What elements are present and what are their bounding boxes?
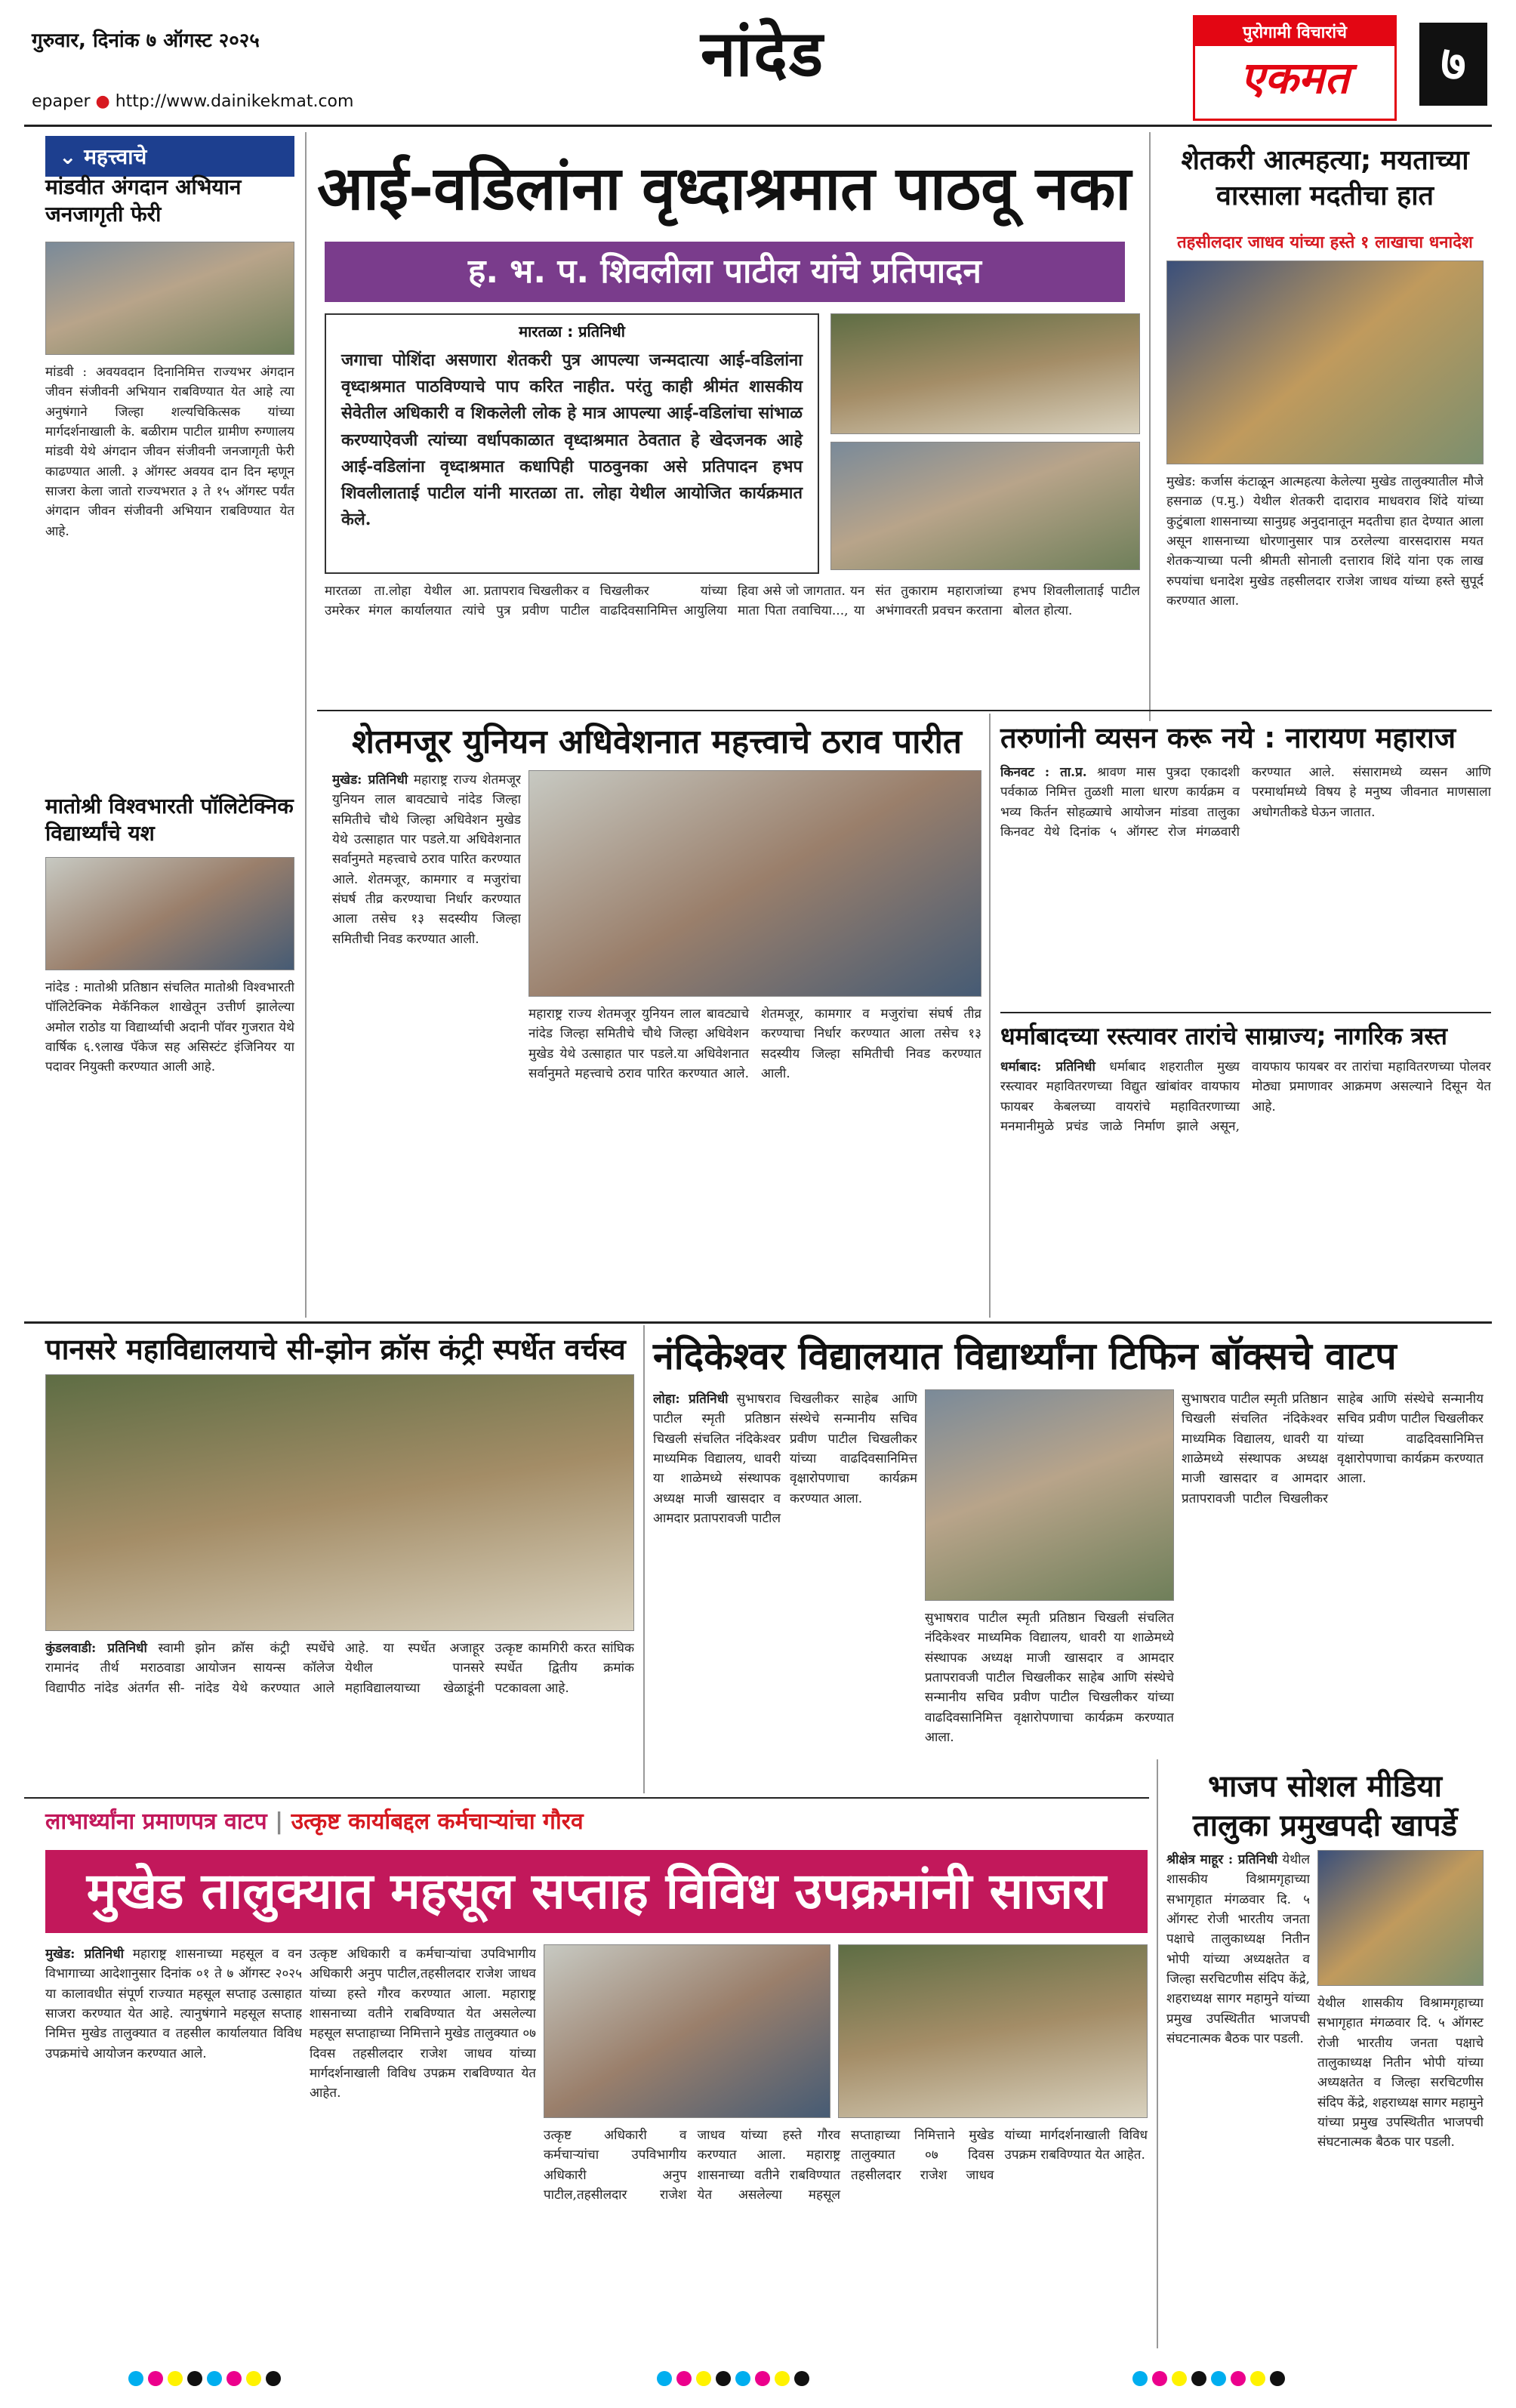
mid4-headline: पानसरे महाविद्यालयाचे सी-झोन क्रॉस कंट्री स्पर्धेत वर्चस्व — [45, 1333, 626, 1366]
bottom-text — [45, 1944, 302, 2337]
mid3-dateline: धर्माबाद: प्रतिनिधी — [1000, 1059, 1095, 1075]
mid5-text-cont: सुभाषराव पाटील स्मृती प्रतिष्ठान चिखली संचलित नंदिकेश्वर माध्यमिक विद्यालय, धावरी या शाळेमध्ये संस्थापक अध्यक्ष माजी खासदार व आमदार प्रतापरावजी पाटील चिखलीकर साहेब आणि संस्थेचे सन्मानीय सचिव प्रवीण पाटील चिखलीकर यांच्या वाढदिवसानिमित्त वृक्षारोपणाचा कार्यक्रम करण्यात आला. — [925, 1611, 1174, 1746]
epaper-url: http://www.dainikekmat.com — [115, 92, 354, 111]
mid5-text-right: सुभाषराव पाटील स्मृती प्रतिष्ठान चिखली संचलित नंदिकेश्वर माध्यमिक विद्यालय, धावरी या शाळेमध्ये संस्थापक अध्यक्ष माजी खासदार व आमदार प्रतापरावजी पाटील चिखलीकर साहेब आणि संस्थेचे सन्मानीय सचिव प्रवीण पाटील चिखलीकर यांच्या वाढदिवसानिमित्त वृक्षारोपणाचा कार्यक्रम करण्यात आला. — [1182, 1392, 1484, 1506]
strip-left: लाभार्थ्यांना प्रमाणपत्र वाटप — [45, 1808, 267, 1835]
bottom-dateline: मुखेड: प्रतिनिधी — [45, 1947, 125, 1962]
strip-right: उत्कृष्ट कार्याबद्दल कर्मचाऱ्यांचा गौरव — [291, 1808, 584, 1835]
mid6-dateline: श्रीक्षेत्र माहूर : प्रतिनिधी — [1166, 1852, 1278, 1867]
mid1-body: महाराष्ट्र राज्य शेतमजूर युनियन लाल बावट्याचे नांदेड जिल्हा समितीचे चौथे जिल्हा अधिवेशन मुखेड येथे उत्साहात पार पडले.या अधिवेशनात सर्वानुमते महत्त्वाचे ठराव पारित करण्यात आले. शेतमजूर, कामगार व मजुरांचा संघर्ष तीव्र करण्याचा निर्धार करण्यात आला तसेच १३ सदस्यीय जिल्हा समितीची निवड करण्यात आली. — [332, 772, 521, 947]
lead-subheadline: ह. भ. प. शिवलीला पाटील यांचे प्रतिपादन — [325, 242, 1125, 302]
important-box-label: महत्त्वाचे — [84, 144, 147, 169]
column-divider — [643, 1325, 645, 1793]
mid3-headline: धर्माबादच्या रस्त्यावर तारांचे साम्राज्य; नागरिक त्रस्त — [1000, 1022, 1448, 1050]
lead-dateline: मारतळा : प्रतिनिधी — [519, 322, 625, 341]
mid4-body: स्वामी रामानंद तीर्थ मराठवाडा विद्यापीठ नांदेड अंतर्गत सी-झोन क्रॉस कंट्री स्पर्धेचे आयोजन सायन्स कॉलेज नांदेड येथे करण्यात आले आहे. या स्पर्धेत अजाहूर येथील पानसरे महाविद्यालयाच्या खेळाडूंनी उत्कृष्ट कामगिरी करत सांघिक स्पर्धेत द्वितीय क्रमांक पटकावला आहे. — [45, 1641, 634, 1696]
right-top-photo — [1166, 261, 1484, 464]
epaper-link[interactable] — [32, 92, 353, 111]
mid3-text — [1000, 1057, 1491, 1314]
bottom-body: महाराष्ट्र शासनाच्या महसूल व वन विभागाच्या आदेशानुसार दिनांक ०१ ते ७ ऑगस्ट २०२५ या कालावधीत संपूर्ण राज्यात महसूल सप्ताह उत्साहात साजरा करण्यात येत आहे. त्यानुषंगाने महसूल सप्ताह निमित्त मुखेड तालुक्यात व तहसील कार्यालयात विविध उपक्रमांचे आयोजन करण्यात आले. — [45, 1947, 302, 2061]
story-left2-head: मातोश्री विश्वभारती पॉलिटेक्निक विद्यार्थ्यांचे यश — [45, 794, 294, 846]
registration-marks-mid — [657, 2371, 809, 2386]
mid5-dateline: लोहा: प्रतिनिधी — [653, 1392, 729, 1407]
lead-photo-2 — [830, 442, 1140, 570]
story-left1-head: मांडवीत अंगदान अभियान जनजागृती फेरी — [45, 174, 242, 227]
section-rule — [1000, 1012, 1491, 1013]
chevron-down-icon: ⌄ — [59, 144, 85, 169]
mid5-headline: नंदिकेश्वर विद्यालयात विद्यार्थ्यांना टिफिन बॉक्सचे वाटप — [653, 1334, 1397, 1378]
bottom-strip: लाभार्थ्यांना प्रमाणपत्र वाटप | उत्कृष्ट कार्याबद्दल कर्मचाऱ्यांचा गौरव — [45, 1808, 584, 1835]
mid3-body: धर्माबाद शहरातील मुख्य रस्त्यावर महावितरणच्या विद्युत खांबांवर वायफाय फायबर केबलच्या वायरांचे महावितरणाच्या मनमानीमुळे प्रचंड जाळे निर्माण झाले असून, वायफाय फायबर वर तारांचा महावितरणच्या पोलवर मोठ्या प्रमाणावर आक्रमण असल्याने दिसून येत आहे. — [1000, 1059, 1491, 1135]
mid4-dateline: कुंडलवाडी: प्रतिनिधी — [45, 1641, 147, 1656]
mid1-dateline: मुखेड: प्रतिनिधी — [332, 772, 408, 788]
mid5-text — [653, 1389, 917, 1790]
lead-headline: आई-वडिलांना वृध्दाश्रमात पाठवू नका — [317, 153, 1132, 224]
issue-date: गुरुवार, दिनांक ७ ऑगस्ट २०२५ — [32, 29, 260, 52]
story-left2-photo — [45, 857, 294, 970]
right-top-text: मुखेड: कर्जास कंटाळून आत्महत्या केलेल्या मुखेड तालुक्यातील मौजे हसनाळ (प.मु.) येथील शेतकरी दादाराव माधवराव शिंदे यांच्या कुटुंबाला शासनाच्या सानुग्रह अनुदानातून मदतीचा हात देण्यात आला असून शासनाच्या धोरणानुसार पात्र ठरलेल्या वारसदारास मयत शेतकऱ्याच्या पत्नी श्रीमती सोनाली दत्ताराव शिंदे यांना एक लाख रुपयांचा धनादेश मुखेड तहसीलदार राजेश जाधव यांच्या हस्ते सुपूर्द करण्यात आला. — [1166, 474, 1484, 609]
lead-intro-text: जगाचा पोशिंदा असणारा शेतकरी पुत्र आपल्या जन्मदात्या आई-वडिलांना वृध्दाश्रमात पाठविण्याचे पाप करित नाहीत. परंतु काही श्रीमंत शासकीय सेवेतील अधिकारी व शिकलेली लोक हे मात्र आपल्या आई-वडिलांचा सांभाळ करण्याऐवजी त्यांच्या वर्धापकाळात वृध्दाश्रमात ठेवतात हे खेदजनक आहे आई-वडिलांना वृध्दाश्रमात कधापिही पाठवुनका असे प्रतिपादन हभप शिवलीलाताई पाटील यांनी मारतळा ता. लोहा येथील आयोजित कार्यक्रमात केले. — [341, 350, 803, 530]
bottom-text3: उत्कृष्ट अधिकारी व कर्मचाऱ्यांचा उपविभागीय अधिकारी अनुप पाटील,तहसीलदार राजेश जाधव यांच्या हस्ते गौरव करण्यात आला. महाराष्ट्र शासनाच्या वतीने राबविण्यात येत असलेल्या महसूल सप्ताहाच्या निमित्ताने मुखेड तालुक्यात ०७ दिवस तहसीलदार राजेश जाधव यांच्या मार्गदर्शनाखाली विविध उपक्रम राबविण्यात येत आहेत. — [544, 2128, 1148, 2203]
bottom-text2: उत्कृष्ट अधिकारी व कर्मचाऱ्यांचा उपविभागीय अधिकारी अनुप पाटील,तहसीलदार राजेश जाधव यांच्या हस्ते गौरव करण्यात आला. महाराष्ट्र शासनाच्या वतीने राबविण्यात येत असलेल्या महसूल सप्ताहाच्या निमित्ताने मुखेड तालुक्यात ०७ दिवस तहसीलदार राजेश जाधव यांच्या मार्गदर्शनाखाली विविध उपक्रम राबविण्यात येत आहेत. — [310, 1947, 536, 2101]
mid5-body: सुभाषराव पाटील स्मृती प्रतिष्ठान चिखली संचलित नंदिकेश्वर माध्यमिक विद्यालय, धावरी या शाळेमध्ये संस्थापक अध्यक्ष माजी खासदार व आमदार प्रतापरावजी पाटील चिखलीकर साहेब आणि संस्थेचे सन्मानीय सचिव प्रवीण पाटील चिखलीकर यांच्या वाढदिवसानिमित्त वृक्षारोपणाचा कार्यक्रम करण्यात आला. — [653, 1392, 917, 1527]
mid6-text — [1166, 1850, 1310, 2341]
page-number: ७ — [1419, 23, 1487, 106]
right-top-headline: शेतकरी आत्महत्या; मयताच्या वारसाला मदतीचा हात — [1181, 145, 1469, 211]
logo-brand: एकमत — [1240, 52, 1350, 103]
lead-body-text: मारतळा ता.लोहा येथील उमरेकर मंगल कार्यालयात आ. प्रतापराव चिखलीकर व त्यांचे पुत्र प्रवीण पाटील चिखलीकर यांच्या वाढदिवसानिमित्त आयुलिया हिवा असे जो जागतात. यन माता पिता तवाचिया..., या संत तुकाराम महाराजांच्या अभंगावरती प्रवचन करताना हभप शिवलीलाताई पाटील बोलत होत्या. — [325, 584, 1140, 619]
newspaper-logo — [1193, 15, 1397, 121]
important-box — [45, 136, 294, 177]
column-divider — [989, 714, 991, 1318]
mid6-body: येथील शासकीय विश्रामगृहाच्या सभागृहात मंगळवार दि. ५ ऑगस्ट रोजी भारतीय जनता पक्षाचे तालुकाध्यक्ष नितीन भोपी यांच्या अध्यक्षतेत व जिल्हा सरचिटणीस संदिप केंद्रे, शहराध्यक्ष सागर महामुने यांच्या प्रमुख उपस्थितीत भाजपची संघटनात्मक बैठक पार पडली. — [1166, 1852, 1310, 2047]
column-divider — [305, 132, 307, 1318]
mid6-headline: भाजप सोशल मीडिया तालुका प्रमुखपदी खापर्डे — [1192, 1769, 1458, 1843]
column-divider — [1157, 1759, 1158, 2348]
header-rule — [24, 125, 1492, 127]
story-left2-text: नांदेड : मातोश्री प्रतिष्ठान संचलित मातोश्री विश्वभारती पॉलिटेक्निक मेकॅनिकल शाखेतून उत्तीर्ण झालेल्या अमोल राठोड या विद्यार्थ्याची अदानी पॉवर गुजरात येथे वार्षिक ६.९लाख पॅकेज सह असिस्टंट इंजिनियर या पदावर नियुक्ती करण्यात आली आहे. — [45, 980, 294, 1075]
registration-marks-left — [128, 2371, 281, 2386]
bottom-headline: मुखेड तालुक्यात महसूल सप्ताह विविध उपक्रमांनी साजरा — [45, 1850, 1148, 1933]
section-rule — [24, 1797, 1149, 1799]
right-top-sub: तहसीलदार जाधव यांच्या हस्ते १ लाखाचा धनादेश — [1177, 233, 1473, 252]
mid6-text-cont: येथील शासकीय विश्रामगृहाच्या सभागृहात मंगळवार दि. ५ ऑगस्ट रोजी भारतीय जनता पक्षाचे तालुकाध्यक्ष नितीन भोपी यांच्या अध्यक्षतेत व जिल्हा सरचिटणीस संदिप केंद्रे, शहराध्यक्ष सागर महामुने यांच्या प्रमुख उपस्थितीत भाजपची संघटनात्मक बैठक पार पडली. — [1317, 1996, 1484, 2151]
mid2-body: श्रावण मास पुत्रदा एकादशी पर्वकाळ निमित्त तुळशी माला धारण कार्यक्रम व भव्य किर्तन सोहळ्याचे आयोजन मांडवा तालुका किनवट येथे दिनांक ५ ऑगस्ट रोज मंगळवारी करण्यात आले. संसारामध्ये व्यसन आणि परमार्थामध्ये विषय हे मनुष्य जीवनात माणसाला अधोगतीकडे घेऊन जातात. — [1000, 765, 1491, 840]
epaper-label: epaper — [32, 92, 91, 111]
section-rule — [317, 710, 1492, 711]
mid1-photo — [528, 770, 981, 997]
story-left1-text: मांडवी : अवयवदान दिनानिमित्त राज्यभर अंगदान जीवन संजीवनी अभियान राबविण्यात येत आहे त्या अनुषंगाने जिल्हा शल्यचिकित्सक यांच्या मार्गदर्शनाखाली के. बळीराम पाटील ग्रामीण रुग्णालय मांडवी येथे अंगदान जीवन संजीवनी जनजागृती फेरी काढण्यात आली. ३ ऑगस्ट अवयव दान दिन म्हणून साजरा केला जातो राज्यभरात ३ ते १५ ऑगस्ट पर्यंत अंगदान जीवन संजीवनी अभियान राबविण्यात येत आहे. — [45, 365, 294, 539]
mid1-text — [332, 770, 521, 1314]
section-rule — [24, 1321, 1492, 1324]
city-title: नांदेड — [701, 17, 824, 91]
bottom-photo-2 — [838, 1944, 1148, 2118]
mid4-text — [45, 1639, 634, 1790]
mid2-dateline: किनवट : ता.प्र. — [1000, 765, 1087, 780]
mid1-text-cont: महाराष्ट्र राज्य शेतमजूर युनियन लाल बावट्याचे नांदेड जिल्हा समितीचे चौथे जिल्हा अधिवेशन मुखेड येथे उत्साहात पार पडले.या अधिवेशनात सर्वानुमते महत्त्वाचे ठराव पारित करण्यात आले. शेतमजूर, कामगार व मजुरांचा संघर्ष तीव्र करण्याचा निर्धार करण्यात आला तसेच १३ सदस्यीय जिल्हा समितीची निवड करण्यात आली. — [528, 1007, 981, 1082]
mid2-headline: तरुणांनी व्यसन करू नये : नारायण महाराज — [1000, 721, 1456, 754]
registration-marks-right — [1132, 2371, 1285, 2386]
logo-tagline: पुरोगामी विचारांचे — [1195, 17, 1394, 46]
bottom-photo-1 — [544, 1944, 830, 2118]
mid2-text — [1000, 763, 1491, 1004]
column-divider — [1149, 132, 1151, 721]
mid1-headline: शेतमजूर युनियन अधिवेशनात महत्त्वाचे ठराव पारीत — [352, 723, 962, 761]
mid5-photo — [925, 1389, 1174, 1601]
mid6-photo — [1317, 1850, 1484, 1986]
important-box-title — [45, 136, 294, 177]
lead-photo-1 — [830, 313, 1140, 434]
lead-intro-box — [325, 313, 819, 574]
mid4-photo — [45, 1374, 634, 1631]
globe-icon: ● — [95, 92, 110, 111]
story-left1-photo — [45, 242, 294, 355]
